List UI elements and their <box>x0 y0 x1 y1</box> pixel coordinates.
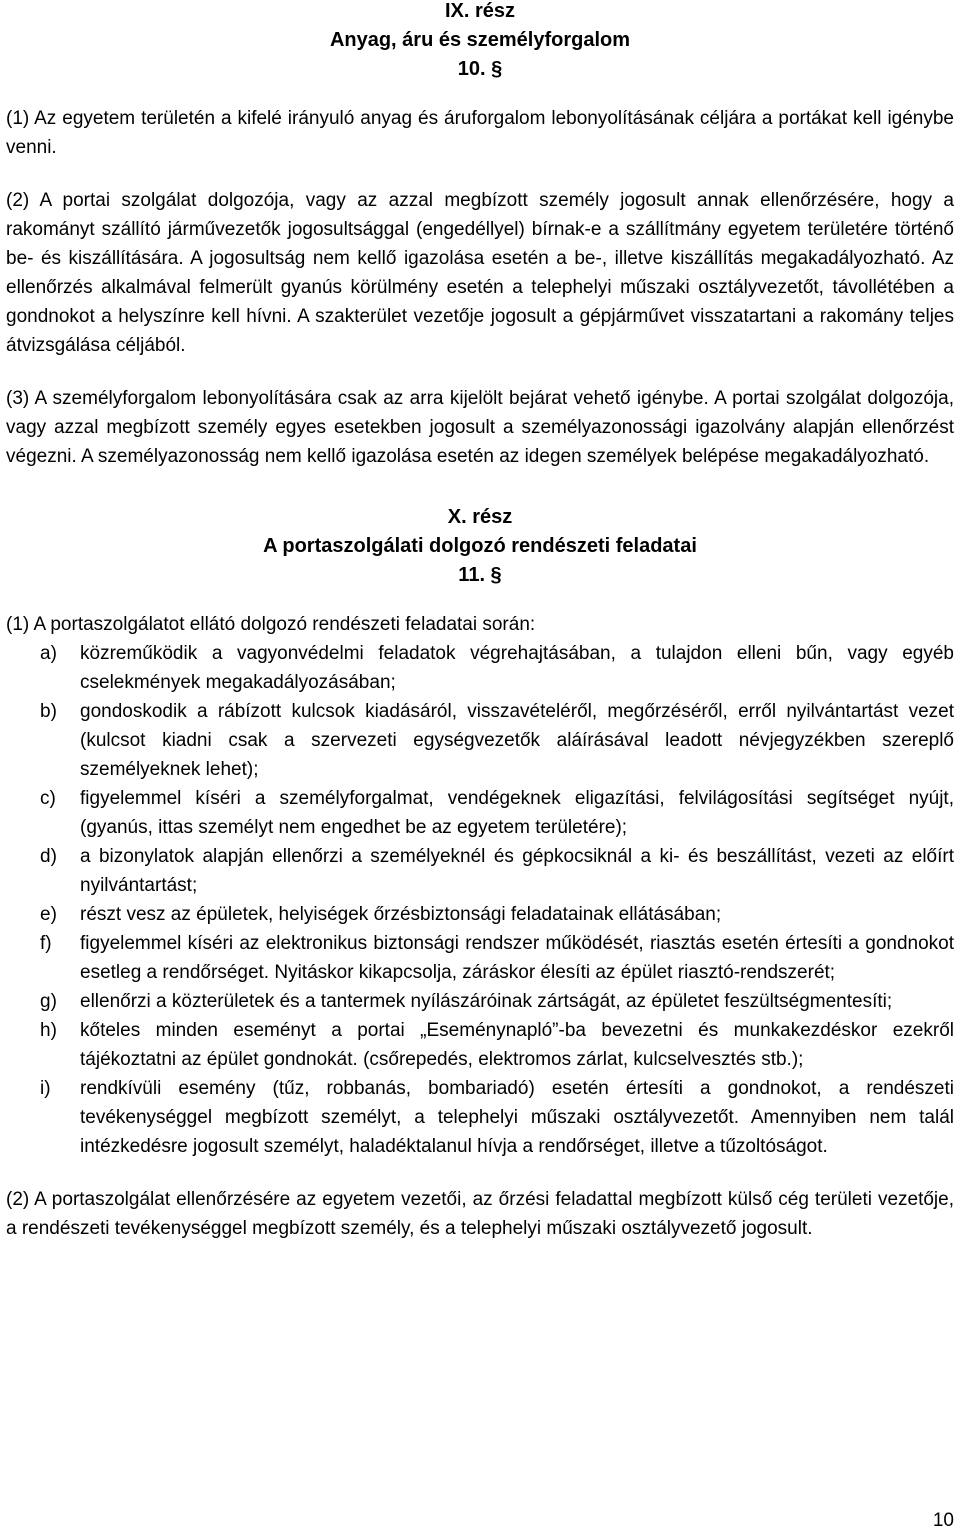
list-item <box>6 1074 954 1161</box>
list-item-marker: h) <box>40 1020 57 1041</box>
list-item-marker: g) <box>40 991 57 1012</box>
document-page <box>6 0 954 1243</box>
list-item-text: figyelemmel kíséri az elektronikus biztonsági rendszer működését, riasztás esetén értesíti a gondnokot esetleg a rendőrséget. Nyitáskor kikapcsolja, záráskor élesíti az épület riasztó-rendszerét; <box>80 933 954 983</box>
list-item <box>6 639 954 697</box>
section-10-heading: 10. § <box>457 58 503 80</box>
list-item-text: részt vesz az épületek, helyiségek őrzésbiztonsági feladatainak ellátásában; <box>80 904 722 925</box>
list-item-marker: i) <box>40 1078 51 1099</box>
part-10-title: X. rész <box>447 506 513 528</box>
part-10-intro: (1) A portaszolgálatot ellátó dolgozó rendészeti feladatai során: <box>6 614 536 635</box>
part-10-subtitle: A portaszolgálati dolgozó rendészeti feladatai <box>263 535 697 557</box>
list-item-text: közreműködik a vagyonvédelmi feladatok végrehajtásában, a tulajdon elleni bűn, vagy egyéb cselekmények megakadályozásában; <box>80 643 954 693</box>
list-item-text: ellenőrzi a közterületek és a tantermek nyílászáróinak zártságát, az épületet feszültségmentesíti; <box>80 991 893 1012</box>
list-item-marker: c) <box>40 788 56 809</box>
list-item-text: a bizonylatok alapján ellenőrzi a személyeknél és gépkocsiknál a ki- és beszállítást, vezeti az előírt nyilvántartást; <box>80 846 954 896</box>
list-item <box>6 842 954 900</box>
part-10-closing-paragraph: (2) A portaszolgálat ellenőrzésére az egyetem vezetői, az őrzési feladattal megbízott külső cég területi vezetője, a rendészeti tevékenységgel megbízott személy, és a telephelyi műszaki osztályvezető jogosult. <box>6 1189 954 1239</box>
part-9-paragraph-2: (2) A portai szolgálat dolgozója, vagy az azzal megbízott személy jogosult annak ellenőrzésére, hogy a rakományt szállító járművezetők jogosultsággal (engedéllyel) bírnak-e a szállítmány egyetem területére történő be- és kiszállítására. A jogosultság nem kellő igazolása esetén a be-, illetve kiszállítás megakadályozható. Az ellenőrzés alkalmával felmerült gyanús körülmény esetén a telephelyi műszaki osztályvezetőt, távollétében a gondnokot a helyszínre kell hívni. A szakterület vezetője jogosult a gépjárművet visszatartani a rakomány teljes átvizsgálása céljából. <box>6 190 954 356</box>
list-item-text: figyelemmel kíséri a személyforgalmat, vendégeknek eligazítási, felvilágosítási segítséget nyújt, (gyanús, ittas személyt nem engedhet be az egyetem területére); <box>80 788 954 838</box>
part-9-paragraph-3: (3) A személyforgalom lebonyolítására csak az arra kijelölt bejárat vehető igénybe. A portai szolgálat dolgozója, vagy azzal megbízott személy egyes esetekben jogosult a személyazonossági igazolvány alapján ellenőrzést végezni. A személyazonosság nem kellő igazolása esetén az idegen személyek belépése megakadályozható. <box>6 388 954 467</box>
list-item-marker: d) <box>40 846 57 867</box>
part-9-paragraph-1: (1) Az egyetem területén a kifelé irányuló anyag és áruforgalom lebonyolításának céljára a portákat kell igénybe venni. <box>6 108 954 158</box>
part-9-subtitle: Anyag, áru és személyforgalom <box>329 29 631 51</box>
list-item-marker: a) <box>40 643 57 664</box>
list-item <box>6 929 954 987</box>
section-11-heading: 11. § <box>458 564 502 586</box>
duties-list <box>6 639 954 1161</box>
list-item <box>6 697 954 784</box>
page-number: 10 <box>932 1510 954 1531</box>
list-item-marker: b) <box>40 701 57 722</box>
list-item-marker: f) <box>40 933 52 954</box>
list-item-text: kőteles minden eseményt a portai „Eseménynapló”-ba bevezetni és munkakezdéskor ezekről tájékoztatni az épület gondnokát. (csőrepedés, elektromos zárlat, kulcselvesztés stb.); <box>80 1020 954 1070</box>
list-item-marker: e) <box>40 904 57 925</box>
list-item <box>6 1016 954 1074</box>
list-item-text: gondoskodik a rábízott kulcsok kiadásáról, visszavételéről, megőrzéséről, erről nyilvántartást vezet (kulcsot kiadni csak a szervezeti egységvezetők aláírásával leadott névjegyzékben szereplő személyeknek lehet); <box>80 701 954 780</box>
list-item <box>6 987 954 1016</box>
part-9-title: IX. rész <box>444 0 516 22</box>
list-item-text: rendkívüli esemény (tűz, robbanás, bombariadó) esetén értesíti a gondnokot, a rendészeti tevékenységgel megbízott személyt, a telephelyi műszaki osztályvezetőt. Amennyiben nem talál intézkedésre jogosult személyt, haladéktalanul hívja a rendőrséget, illetve a tűzoltóságot. <box>80 1078 954 1157</box>
list-item <box>6 900 954 929</box>
list-item <box>6 784 954 842</box>
